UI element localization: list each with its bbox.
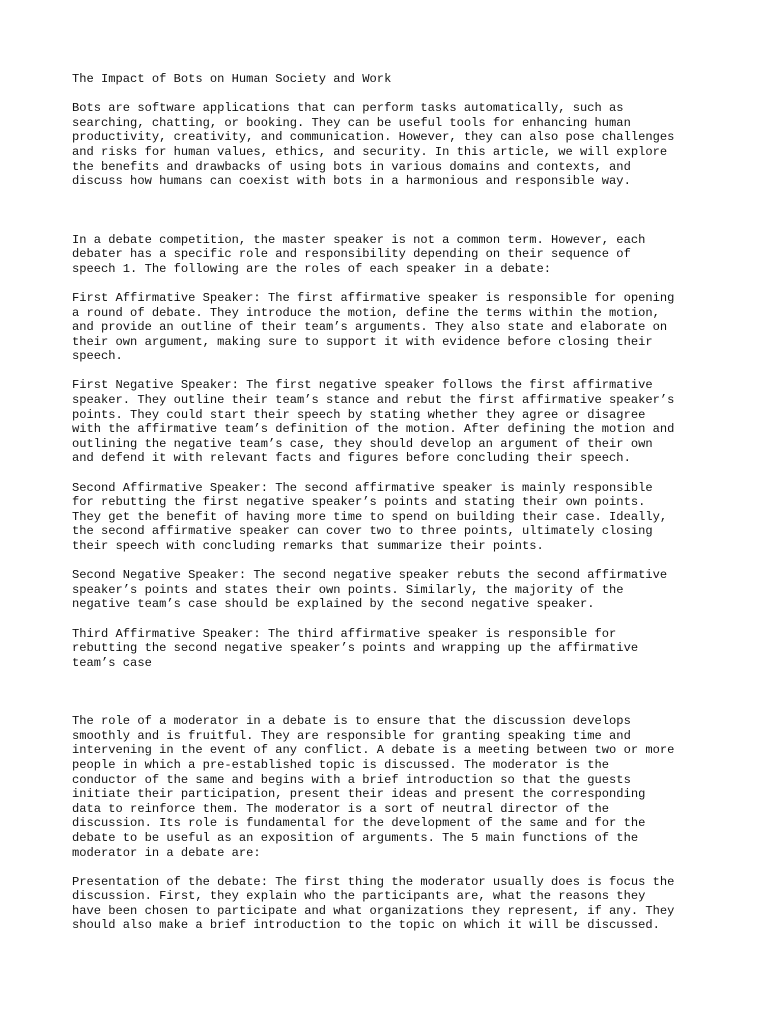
paragraph-debate-roles-intro: In a debate competition, the master speaker is not a common term. However, each debater has a specific role and responsibility depending on their sequence of speech 1. The following are the roles of each speaker in a debate: (72, 232, 646, 276)
paragraph-first-affirmative: First Affirmative Speaker: The first affirmative speaker is responsible for opening a round of debate. They introduce the motion, define the terms within the motion, and provide an outline of their team’s arguments. They also state and elaborate on their own argument, making sure to support it with evidence before closing their speech. (72, 290, 675, 364)
paragraph-second-negative: Second Negative Speaker: The second negative speaker rebuts the second affirmative speaker’s points and states their own points. Similarly, the majority of the negative team’s case should be explained by the second negative speaker. (72, 568, 668, 612)
paragraph-bots-intro: Bots are software applications that can perform tasks automatically, such as searching, chatting, or booking. They can be useful tools for enhancing human productivity, creativity, and communication. However, they can also pose challenges and risks for human values, ethics, and security. In this article, we will explore the benefits and drawbacks of using bots in various domains and contexts, and discuss how humans can coexist with bots in a harmonious and responsible way. (72, 101, 675, 189)
paragraph-presentation-of-debate: Presentation of the debate: The first thing the moderator usually does is focus the discussion. First, they explain who the participants are, what the reasons they have been chosen to participate and what organizations they represent, if any. They should also make a brief introduction to the topic on which it will be discussed. (72, 874, 675, 933)
document-title: The Impact of Bots on Human Society and Work (72, 72, 392, 86)
document-page (72, 72, 702, 948)
paragraph-first-negative: First Negative Speaker: The first negative speaker follows the first affirmative speaker. They outline their team’s stance and rebut the first affirmative speaker’s points. They could start their speech by stating whether they agree or disagree with the affirmative team’s definition of the motion. After defining the motion and outlining the negative team’s case, they should develop an argument of their own and defend it with relevant facts and figures before concluding their speech. (72, 378, 675, 466)
paragraph-third-affirmative: Third Affirmative Speaker: The third affirmative speaker is responsible for rebutting the second negative speaker’s points and wrapping up the affirmative team’s case (72, 626, 639, 670)
paragraph-moderator-role: The role of a moderator in a debate is to ensure that the discussion develops smoothly and is fruitful. They are responsible for granting speaking time and intervening in the event of any conflict. A debate is a meeting between two or more people in which a pre-established topic is discussed. The moderator is the conductor of the same and begins with a brief introduction so that the guests initiate their participation, present their ideas and present the corresponding data to reinforce them. The moderator is a sort of neutral director of the discussion. Its role is fundamental for the development of the same and for the debate to be useful as an exposition of arguments. The 5 main functions of the moderator in a debate are: (72, 714, 675, 860)
paragraph-second-affirmative: Second Affirmative Speaker: The second affirmative speaker is mainly responsible for rebutting the first negative speaker’s points and stating their own points. They get the benefit of having more time to spend on building their case. Ideally, the second affirmative speaker can cover two to three points, ultimately closing their speech with concluding remarks that summarize their points. (72, 480, 668, 554)
